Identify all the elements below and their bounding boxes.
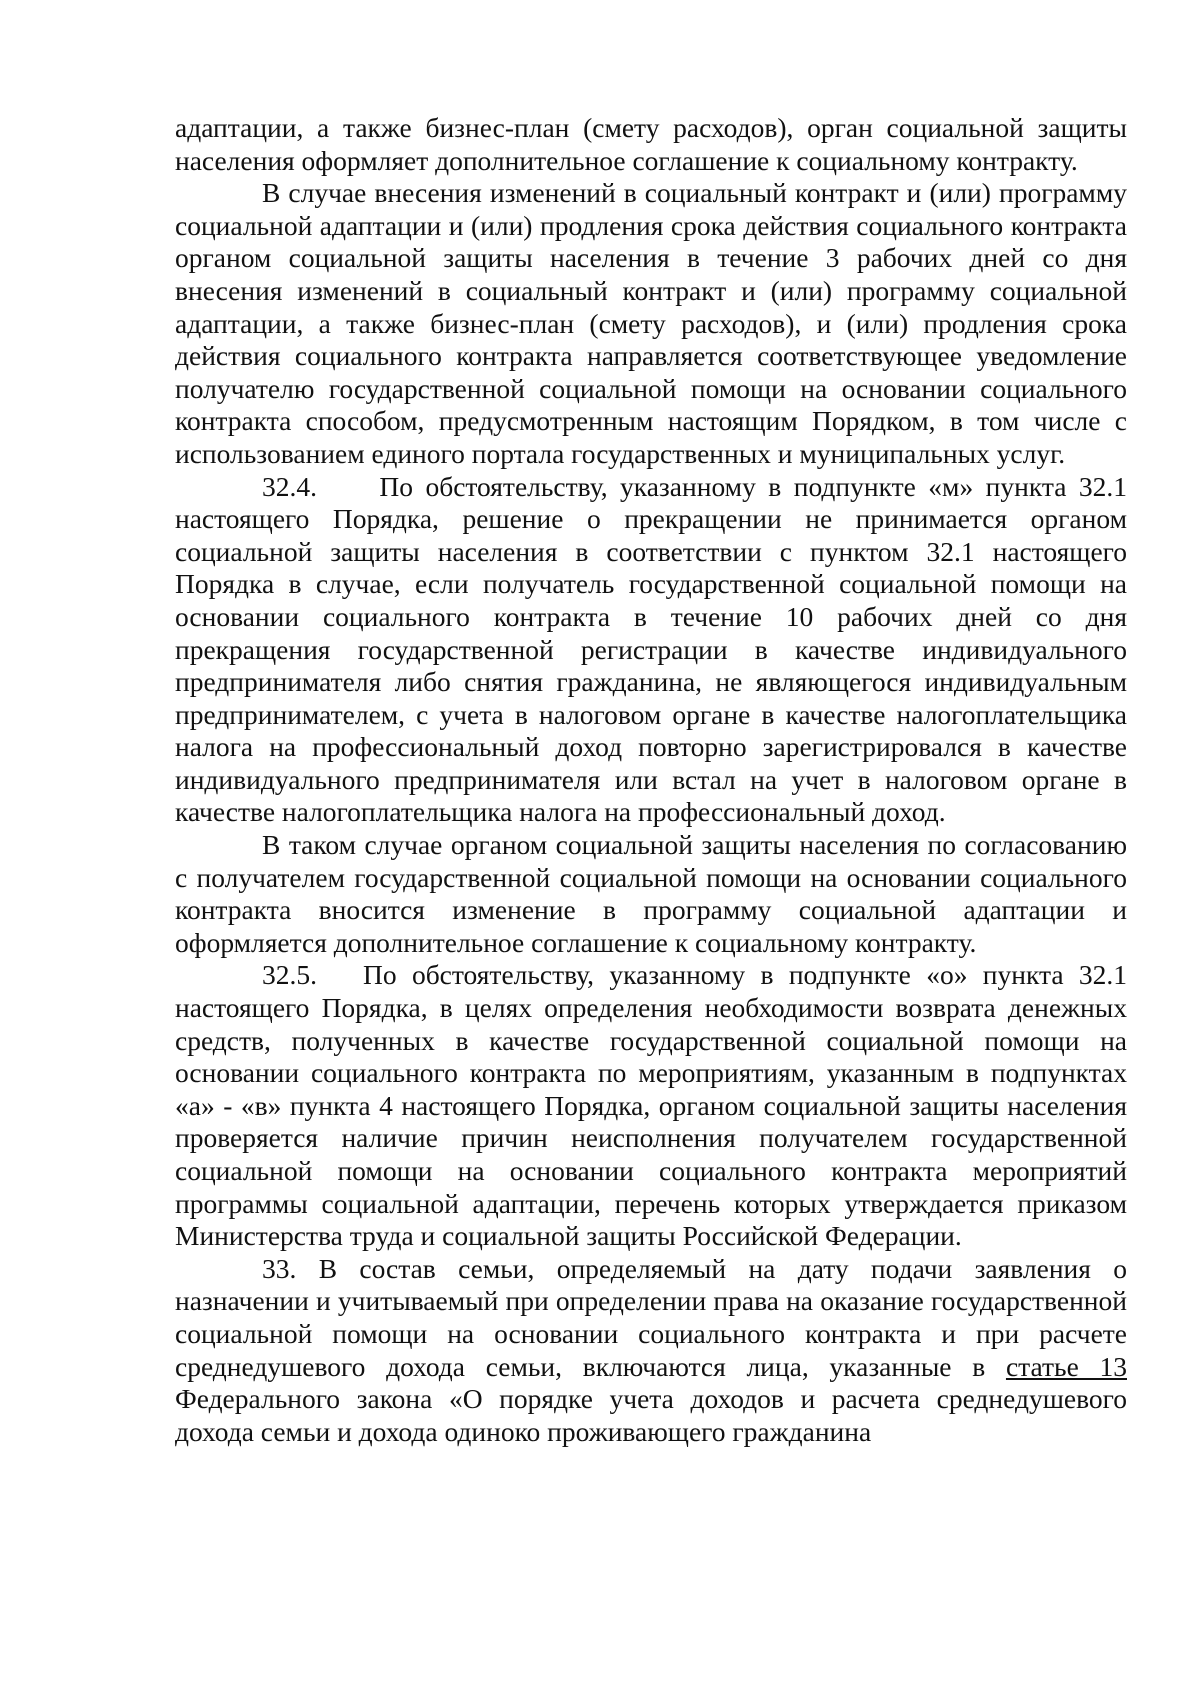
law-article-link[interactable]: статье 13 <box>1005 1350 1127 1382</box>
document-page <box>175 112 1127 1448</box>
paragraph-such-case: В таком случае органом социальной защиты населения по согласованию с получателем государственной социальной помощи на основании социального контракта вносится изменение в программу социальной адаптации и оформляется дополнительное соглашение к социальному контракту. <box>175 829 1127 958</box>
paragraph-contract-changes: В случае внесения изменений в социальный контракт и (или) программу социальной адаптации и (или) продления срока действия социального контракта органом социальной защиты населения в течение 3 рабочих дней со дня внесения изменений в социальный контракт и (или) программу социальной адаптации, а также бизнес-план (смету расходов), и (или) продления срока действия социального контракта направляется соответствующее уведомление получателю государственной социальной помощи на основании социального контракта способом, предусмотренным настоящим Порядком, в том числе с использованием единого портала государственных и муниципальных услуг. <box>175 177 1127 469</box>
paragraph-33 <box>175 1253 1127 1449</box>
clause-number-32-5: 32.5. <box>262 959 317 991</box>
clause-text-32-4: По обстоятельству, указанному в подпункте «м» пункта 32.1 настоящего Порядка, решение о прекращении не принимается органом социальной защиты населения в соответствии с пунктом 32.1 настоящего Порядка в случае, если получатель государственной социальной помощи на основании социального контракта в течение 10 рабочих дней со дня прекращения государственной регистрации в качестве индивидуального предпринимателя либо снятия гражданина, не являющегося индивидуальным предпринимателем, с учета в налоговом органе в качестве налогоплательщика налога на профессиональный доход повторно зарегистрировался в качестве индивидуального предпринимателя или встал на учет в налоговом органе в качестве налогоплательщика налога на профессиональный доход. <box>175 470 1128 828</box>
clause-text-33-start: 33. В состав семьи, определяемый на дату подачи заявления о назначении и учитываемый при определении права на оказание государственной социальной помощи на основании социального контракта и при расчете среднедушевого дохода семьи, включаются лица, указанные в <box>175 1252 1127 1382</box>
paragraph-32-5 <box>175 959 1127 1252</box>
clause-text-33-end: Федерального закона «О порядке учета доходов и расчета среднедушевого дохода семьи и дохода одиноко проживающего гражданина <box>175 1383 1127 1447</box>
paragraph-32-4 <box>175 471 1127 830</box>
paragraph-continuation: адаптации, а также бизнес-план (смету расходов), орган социальной защиты населения оформляет дополнительное соглашение к социальному контракту. <box>175 112 1127 176</box>
clause-text-32-5: По обстоятельству, указанному в подпункте «о» пункта 32.1 настоящего Порядка, в целях определения необходимости возврата денежных средств, полученных в качестве государственной социальной помощи на основании социального контракта по мероприятиям, указанным в подпунктах «а» - «в» пункта 4 настоящего Порядка, органом социальной защиты населения проверяется наличие причин неисполнения получателем государственной социальной помощи на основании социального контракта мероприятий программы социальной адаптации, перечень которых утверждается приказом Министерства труда и социальной защиты Российской Федерации. <box>175 959 1127 1252</box>
clause-number-32-4: 32.4. <box>262 470 317 502</box>
